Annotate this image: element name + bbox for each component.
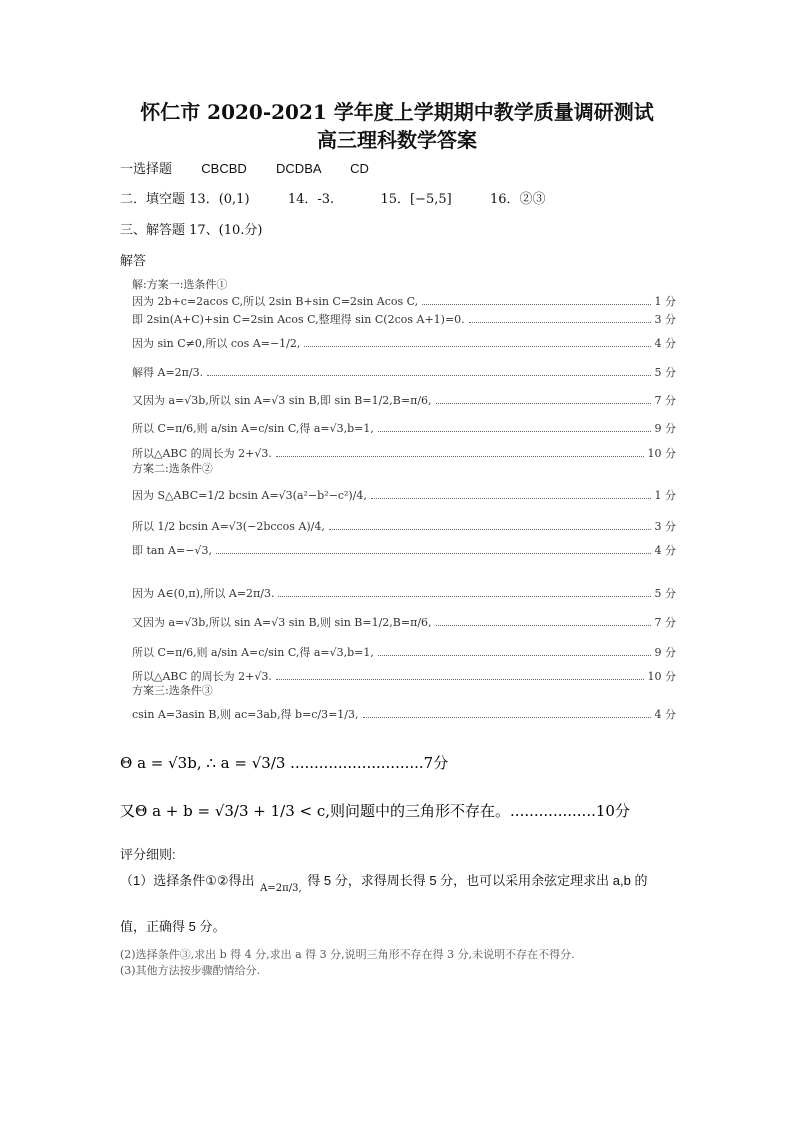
solution-line-points: 7 分 bbox=[654, 394, 676, 407]
leader-dots bbox=[378, 655, 651, 656]
fill-item-15-num: 15． bbox=[380, 192, 410, 207]
leader-dots bbox=[329, 529, 651, 530]
solution-line-text: 即 2sin(A+C)+sin C=2sin Acos C,整理得 sin C(2cos A+1)=0. bbox=[132, 313, 465, 326]
solution-line-points: 5 分 bbox=[654, 587, 676, 600]
leader-dots bbox=[304, 346, 650, 347]
solution-line bbox=[132, 516, 676, 534]
solution-line-points: 9 分 bbox=[654, 422, 676, 435]
mc-answers-group-3: CD bbox=[350, 161, 369, 176]
plan-three-header: 方案三:选条件③ bbox=[132, 684, 213, 697]
solution-line bbox=[132, 704, 676, 722]
solution-line bbox=[132, 418, 676, 436]
solution-line-text: 所以△ABC 的周长为 2+√3. bbox=[132, 447, 272, 460]
leader-dots bbox=[363, 717, 651, 718]
plan-two-header: 方案二:选条件② bbox=[132, 462, 213, 475]
solution-line-text: 所以 C=π/6,则 a/sin A=c/sin C,得 a=√3,b=1, bbox=[132, 422, 374, 435]
fill-item-16-answer: ②③ bbox=[519, 192, 546, 207]
solution-line-points: 5 分 bbox=[654, 366, 676, 379]
solution-line-points: 3 分 bbox=[654, 520, 676, 533]
solution-label: 解答 bbox=[120, 254, 147, 269]
mc-label: 一选择题 bbox=[120, 161, 173, 176]
rubric-item-1 bbox=[120, 870, 647, 894]
fill-item-15-answer: [−5,5] bbox=[409, 192, 452, 207]
mc-answers-group-2: DCDBA bbox=[276, 161, 321, 176]
solution-line-points: 4 分 bbox=[654, 708, 676, 721]
solution-line bbox=[132, 443, 676, 461]
solution-line bbox=[132, 333, 676, 351]
rubric-title: 评分细则: bbox=[120, 847, 176, 862]
leader-dots bbox=[276, 456, 644, 457]
leader-dots bbox=[278, 596, 650, 597]
solution-line bbox=[132, 583, 676, 601]
rubric-item-1-formula: A=2π/3, bbox=[260, 883, 302, 894]
solve-section-header: 三、解答题 17、(10.分) bbox=[120, 223, 263, 238]
solution-line bbox=[132, 485, 676, 503]
solution-line bbox=[132, 540, 676, 558]
rubric-item-3: (3)其他方法按步骤酌情给分. bbox=[120, 964, 261, 977]
solution-line-points: 7 分 bbox=[654, 616, 676, 629]
multiple-choice-section bbox=[120, 158, 369, 177]
leader-dots bbox=[436, 625, 651, 626]
leader-dots bbox=[378, 431, 651, 432]
rubric-item-1-continued: 值，正确得 5 分。 bbox=[120, 919, 226, 934]
solution-line-text: 所以 C=π/6,则 a/sin A=c/sin C,得 a=√3,b=1, bbox=[132, 646, 374, 659]
solution-line bbox=[132, 612, 676, 630]
fill-blank-section bbox=[120, 188, 546, 207]
solution-line-text: 因为 2b+c=2acos C,所以 2sin B+sin C=2sin Acos C, bbox=[132, 295, 419, 308]
rubric-item-2: (2)选择条件③,求出 b 得 4 分,求出 a 得 3 分,说明三角形不存在得 3 分,未说明不存在不得分. bbox=[120, 948, 575, 961]
leader-dots bbox=[276, 679, 644, 680]
solution-line bbox=[132, 642, 676, 660]
solution-line-points: 4 分 bbox=[654, 544, 676, 557]
fill-label: 二．填空题 bbox=[120, 192, 186, 207]
solution-line-text: 因为 A∈(0,π),所以 A=2π/3. bbox=[132, 587, 275, 600]
plan-one-header: 解:方案一:选条件① bbox=[132, 278, 228, 291]
formula-line-2: 又Θ a + b = √3/3 + 1/3 < c,则问题中的三角形不存在。..................10分 bbox=[120, 802, 630, 820]
solution-line-points: 3 分 bbox=[654, 313, 676, 326]
rubric-item-1-part-b: 得 5 分，求得周长得 5 分，也可以采用余弦定理求出 a,b 的 bbox=[307, 873, 648, 888]
solution-line-points: 4 分 bbox=[654, 337, 676, 350]
solution-line-points: 9 分 bbox=[654, 646, 676, 659]
solution-line-points: 1 分 bbox=[654, 295, 676, 308]
solution-line bbox=[132, 309, 676, 327]
page-title: 怀仁市 2020-2021 学年度上学期期中教学质量调研测试 bbox=[140, 100, 654, 124]
leader-dots bbox=[216, 553, 651, 554]
solution-line bbox=[132, 390, 676, 408]
fill-item-13-answer: (0,1) bbox=[218, 192, 250, 207]
rubric-item-1-part-a: （1）选择条件①②得出 bbox=[120, 873, 255, 888]
solution-line-text: 因为 S△ABC=1/2 bcsin A=√3(a²−b²−c²)/4, bbox=[132, 489, 367, 502]
solution-line-points: 10 分 bbox=[647, 670, 676, 683]
mc-answers-group-1: CBCBD bbox=[201, 161, 247, 176]
solution-line-text: 即 tan A=−√3, bbox=[132, 544, 212, 557]
solution-line-points: 1 分 bbox=[654, 489, 676, 502]
leader-dots bbox=[371, 498, 651, 499]
solution-line-text: 因为 sin C≠0,所以 cos A=−1/2, bbox=[132, 337, 301, 350]
fill-item-14-answer: -3. bbox=[317, 192, 335, 207]
fill-item-16-num: 16． bbox=[489, 192, 520, 207]
leader-dots bbox=[436, 403, 651, 404]
solution-line bbox=[132, 666, 676, 684]
formula-line-1: Θ a = √3b, ∴ a = √3/3 ............................7分 bbox=[120, 754, 449, 772]
solution-line-text: 解得 A=2π/3. bbox=[132, 366, 204, 379]
page-subtitle: 高三理科数学答案 bbox=[317, 128, 477, 152]
fill-item-13-num: 13． bbox=[189, 192, 219, 207]
solution-line bbox=[132, 362, 676, 380]
solution-line-text: 又因为 a=√3b,所以 sin A=√3 sin B,则 sin B=1/2,B=π/6, bbox=[132, 616, 432, 629]
leader-dots bbox=[469, 322, 651, 323]
leader-dots bbox=[422, 304, 650, 305]
solution-line-text: csin A=3asin B,则 ac=3ab,得 b=c/3=1/3, bbox=[132, 708, 359, 721]
fill-item-14-num: 14． bbox=[287, 192, 318, 207]
solution-line-points: 10 分 bbox=[647, 447, 676, 460]
solution-line-text: 又因为 a=√3b,所以 sin A=√3 sin B,即 sin B=1/2,B=π/6, bbox=[132, 394, 432, 407]
solution-line-text: 所以 1/2 bcsin A=√3(−2bccos A)/4, bbox=[132, 520, 325, 533]
leader-dots bbox=[207, 375, 650, 376]
solution-line bbox=[132, 291, 676, 309]
solution-line-text: 所以△ABC 的周长为 2+√3. bbox=[132, 670, 272, 683]
